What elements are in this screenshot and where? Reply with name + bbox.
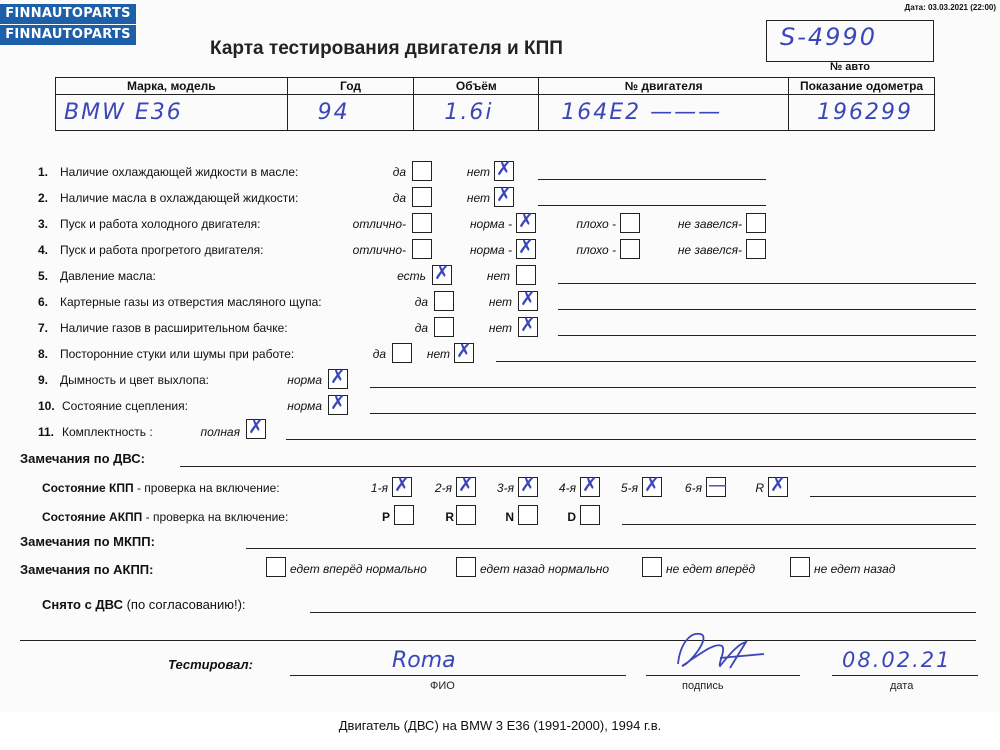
option-label: не завелся- (677, 217, 742, 231)
date-stamp: Дата: 03.03.2021 (22:00) (904, 3, 996, 12)
gear-checkbox[interactable] (518, 474, 538, 497)
checkbox[interactable] (432, 262, 452, 285)
checkbox[interactable] (328, 392, 348, 415)
gear-checkbox[interactable] (706, 474, 727, 497)
akpp-remark-checkbox[interactable] (266, 557, 286, 577)
gear-label: 5-я (620, 481, 638, 495)
item-number: 5. (38, 269, 49, 283)
value-volume: 1.6i (414, 95, 539, 131)
item-number: 8. (38, 347, 49, 361)
value-odometer: 196299 (789, 95, 935, 131)
comment-line (538, 179, 766, 180)
brand-logo-secondary: FINNAUTOPARTS (0, 25, 136, 45)
comment-line (558, 309, 976, 310)
item-number: 2. (38, 191, 49, 205)
removed-label: Снято с ДВС (по согласованию!): (42, 597, 246, 612)
option-label: да (392, 165, 406, 179)
akpp-remark-checkbox[interactable] (790, 557, 810, 577)
option-label: нет (488, 321, 512, 335)
akpp-remark-checkbox[interactable] (456, 557, 476, 577)
comment-line (538, 205, 766, 206)
item-label: Наличие газов в расширительном бачке: (60, 321, 288, 335)
item-label: Дымность и цвет выхлопа: (60, 373, 209, 387)
option-label: да (392, 191, 406, 205)
tested-label: Тестировал: (168, 657, 253, 672)
option-label: норма - (469, 217, 512, 231)
option-label: нет (426, 347, 450, 361)
item-number: 10. (38, 399, 55, 413)
akpp-remark-option: не едет назад (814, 562, 896, 576)
option-label: да (414, 321, 428, 335)
item-number: 7. (38, 321, 49, 335)
akpp-remark-option: едет вперёд нормально (290, 562, 427, 576)
akpp-remark-option: не едет вперёд (666, 562, 756, 576)
check-mark-icon: ✗ (248, 416, 264, 438)
comment-line (558, 335, 976, 336)
auto-number-value: S-4990 (780, 23, 877, 51)
option-label: плохо - (576, 243, 616, 257)
mode-label: D (567, 510, 576, 524)
signature-image (660, 624, 770, 678)
dash-mark-icon: — (708, 474, 727, 496)
checkbox[interactable] (516, 265, 536, 285)
checkbox[interactable] (518, 288, 538, 311)
header-engine-number: № двигателя (539, 78, 789, 95)
check-mark-icon: ✗ (582, 474, 598, 496)
separator-line (20, 640, 976, 641)
checkbox[interactable] (412, 213, 432, 233)
check-mark-icon: ✗ (458, 474, 474, 496)
checkbox[interactable] (516, 236, 536, 259)
check-mark-icon: ✗ (520, 474, 536, 496)
tester-name: Roma (392, 648, 456, 673)
test-date: 08.02.21 (842, 648, 952, 672)
akpp-label: Состояние АКПП - проверка на включение: (42, 510, 289, 524)
option-label: плохо - (576, 217, 616, 231)
name-caption: ФИО (430, 680, 455, 692)
check-mark-icon: ✗ (644, 474, 660, 496)
brand-logo: FINNAUTOPARTS (0, 4, 136, 24)
gear-label: 3-я (496, 481, 514, 495)
gear-label: R (755, 481, 764, 495)
checkbox[interactable] (412, 239, 432, 259)
item-label: Посторонние стуки или шумы при работе: (60, 347, 295, 361)
header-make-model: Марка, модель (56, 78, 288, 95)
mode-label: R (445, 510, 454, 524)
item-label: Состояние сцепления: (62, 399, 188, 413)
item-number: 1. (38, 165, 49, 179)
check-mark-icon: ✗ (394, 474, 410, 496)
check-mark-icon: ✗ (456, 340, 472, 362)
checkbox[interactable] (746, 239, 766, 259)
comment-line (496, 361, 976, 362)
removed-line (310, 612, 976, 613)
mode-checkbox[interactable] (580, 505, 600, 525)
mode-label: P (381, 510, 390, 524)
item-label: Комплектность : (62, 425, 153, 439)
auto-number-label: № авто (829, 61, 870, 73)
header-odometer: Показание одометра (789, 78, 935, 95)
mkpp-remarks-label: Замечания по МКПП: (20, 534, 155, 549)
option-label: нет (488, 295, 512, 309)
mode-label: N (505, 510, 514, 524)
option-label: отлично- (352, 217, 406, 231)
mode-checkbox[interactable] (518, 505, 538, 525)
item-number: 6. (38, 295, 49, 309)
value-make-model: BMW E36 (56, 95, 288, 131)
option-label: норма (287, 373, 322, 387)
option-label: да (372, 347, 386, 361)
check-mark-icon: ✗ (518, 210, 534, 232)
mode-checkbox[interactable] (456, 505, 476, 525)
date-line (832, 675, 978, 676)
option-label: нет (486, 269, 510, 283)
checkbox[interactable] (518, 314, 538, 337)
gear-label: 4-я (558, 481, 576, 495)
gear-label: 2-я (434, 481, 452, 495)
item-label: Пуск и работа холодного двигателя: (60, 217, 261, 231)
checkbox[interactable] (494, 184, 514, 207)
checkbox[interactable] (328, 366, 348, 389)
gear-label: 1-я (370, 481, 388, 495)
gear-checkbox[interactable] (642, 474, 662, 497)
gear-label: 6-я (684, 481, 702, 495)
header-volume: Объём (414, 78, 539, 95)
checkbox[interactable] (746, 213, 766, 233)
checkbox[interactable] (494, 158, 514, 181)
item-number: 4. (38, 243, 49, 257)
name-line (290, 675, 626, 676)
item-number: 9. (38, 373, 49, 387)
item-label: Наличие масла в охлаждающей жидкости: (60, 191, 299, 205)
item-label: Наличие охлаждающей жидкости в масле: (60, 165, 299, 179)
item-label: Картерные газы из отверстия масляного щупа: (60, 295, 322, 309)
gear-checkbox[interactable] (768, 474, 788, 497)
checkbox[interactable] (620, 213, 640, 233)
check-mark-icon: ✗ (520, 314, 536, 336)
checkbox[interactable] (516, 210, 536, 233)
kpp-label: Состояние КПП - проверка на включение: (42, 481, 280, 495)
option-label: полная (200, 425, 240, 439)
dvs-remarks-line (180, 466, 976, 467)
gear-checkbox[interactable] (456, 474, 476, 497)
header-year: Год (287, 78, 414, 95)
card-title: Карта тестирования двигателя и КПП (210, 38, 563, 59)
item-number: 11. (38, 425, 55, 439)
date-caption: дата (890, 680, 914, 692)
comment-line (558, 283, 976, 284)
dvs-remarks-label: Замечания по ДВС: (20, 451, 145, 466)
item-label: Пуск и работа прогретого двигателя: (60, 243, 264, 257)
akpp-remark-option: едет назад нормально (480, 562, 610, 576)
item-number: 3. (38, 217, 49, 231)
check-mark-icon: ✗ (520, 288, 536, 310)
gear-checkbox[interactable] (392, 474, 412, 497)
check-mark-icon: ✗ (518, 236, 534, 258)
check-mark-icon: ✗ (330, 392, 346, 414)
check-mark-icon: ✗ (496, 158, 512, 180)
item-label: Давление масла: (60, 269, 156, 283)
check-mark-icon: ✗ (434, 262, 450, 284)
option-label: да (414, 295, 428, 309)
kpp-line (810, 496, 976, 497)
value-engine-number: 164E2 ——— (539, 95, 789, 131)
option-label: нет (466, 165, 490, 179)
signature-caption: подпись (682, 680, 724, 692)
option-label: есть (397, 269, 426, 283)
akpp-remark-checkbox[interactable] (642, 557, 662, 577)
gear-checkbox[interactable] (580, 474, 600, 497)
check-mark-icon: ✗ (496, 184, 512, 206)
option-label: отлично- (352, 243, 406, 257)
value-year: 94 (287, 95, 414, 131)
mkpp-remarks-line (246, 548, 976, 549)
option-label: норма - (469, 243, 512, 257)
mode-checkbox[interactable] (394, 505, 414, 525)
checkbox[interactable] (412, 161, 432, 181)
image-caption: Двигатель (ДВС) на BMW 3 E36 (1991-2000), 1994 г.в. (338, 718, 662, 733)
akpp-line (622, 524, 976, 525)
vehicle-table (55, 77, 935, 131)
checkbox[interactable] (412, 187, 432, 207)
check-mark-icon: ✗ (770, 474, 786, 496)
option-label: норма (287, 399, 322, 413)
checkbox[interactable] (454, 340, 474, 363)
signature-line (646, 675, 800, 676)
akpp-remarks-label: Замечания по АКПП: (20, 562, 154, 577)
option-label: нет (466, 191, 490, 205)
comment-line (286, 439, 976, 440)
checkbox[interactable] (246, 416, 266, 439)
comment-line (370, 387, 976, 388)
checkbox[interactable] (620, 239, 640, 259)
check-mark-icon: ✗ (330, 366, 346, 388)
option-label: не завелся- (677, 243, 742, 257)
comment-line (370, 413, 976, 414)
